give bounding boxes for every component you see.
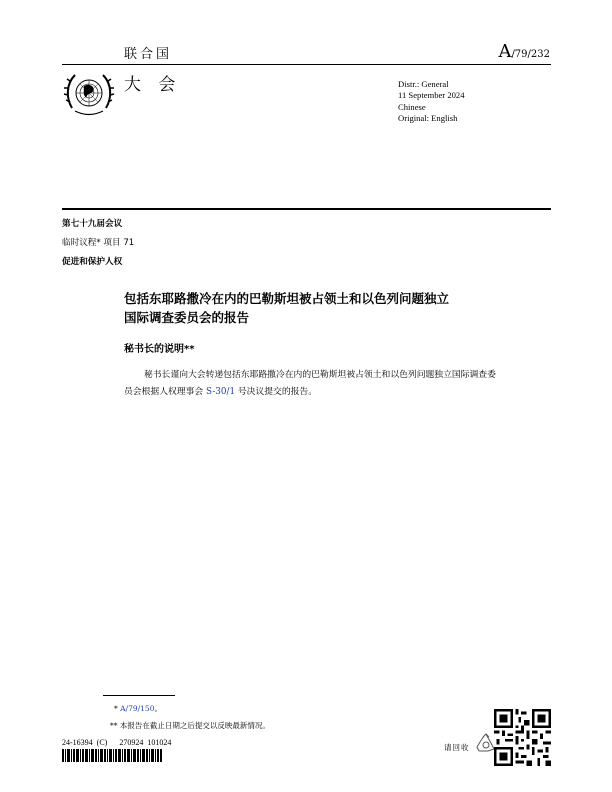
distribution-status: Distr.: General [398,79,449,89]
document-symbol-prefix: A [498,41,512,62]
org-name: 联合国 [124,47,173,62]
masthead-rule [62,208,551,210]
recycle-icon [476,733,496,755]
recycle-label: 请回收 [444,743,470,752]
footnote-1-link[interactable]: A/79/150 [120,704,155,713]
job-number: 24-16394 (C) [62,738,108,747]
document-symbol [498,41,550,62]
date-codes: 270924 101024 [119,738,172,747]
document-title-line-2: 国际调查委员会的报告 [124,310,250,325]
original-language: Original: English [398,112,458,123]
document-symbol-number: /79/232 [511,49,550,60]
un-emblem-icon [62,68,116,120]
agenda-item: 临时议程* 项目 71 [62,238,135,248]
document-title-line-1: 包括东耶路撒冷在内的巴勒斯坦被占领土和以色列问题独立 [124,291,450,306]
distribution-block [398,79,465,124]
body-paragraph-text: 秘书长谨向大会转递包括东耶路撒冷在内的巴勒斯坦被占领土和以色列问题独立国际调查委员会根据人权理事会 [124,370,496,397]
document-language: Chinese [398,101,426,112]
document-title [124,289,524,327]
barcode-icon [62,749,162,762]
job-number-line [62,738,171,747]
footnote-2-text: 本报告在截止日期之后提交以反映最新情况。 [119,721,270,730]
agenda-title: 促进和保护人权 [62,257,123,267]
session-name: 第七十九届会议 [62,219,123,229]
footnote-2 [110,720,270,731]
resolution-link[interactable]: S-30/1 [205,387,236,397]
footnote-1 [114,703,162,714]
footnote-1-marker: * [114,704,118,713]
body-name: 大 会 [124,75,182,95]
footnote-rule [103,695,175,696]
body-paragraph [124,367,496,401]
footnote-2-marker: ** [110,721,118,730]
qr-code-icon [494,709,551,766]
header-rule [62,64,551,65]
issue-date: 11 September 2024 [398,90,465,101]
document-subtitle: 秘书长的说明** [124,344,195,355]
body-paragraph-end: 号决议提交的报告。 [235,387,318,397]
footnote-1-end: 。 [154,704,162,713]
